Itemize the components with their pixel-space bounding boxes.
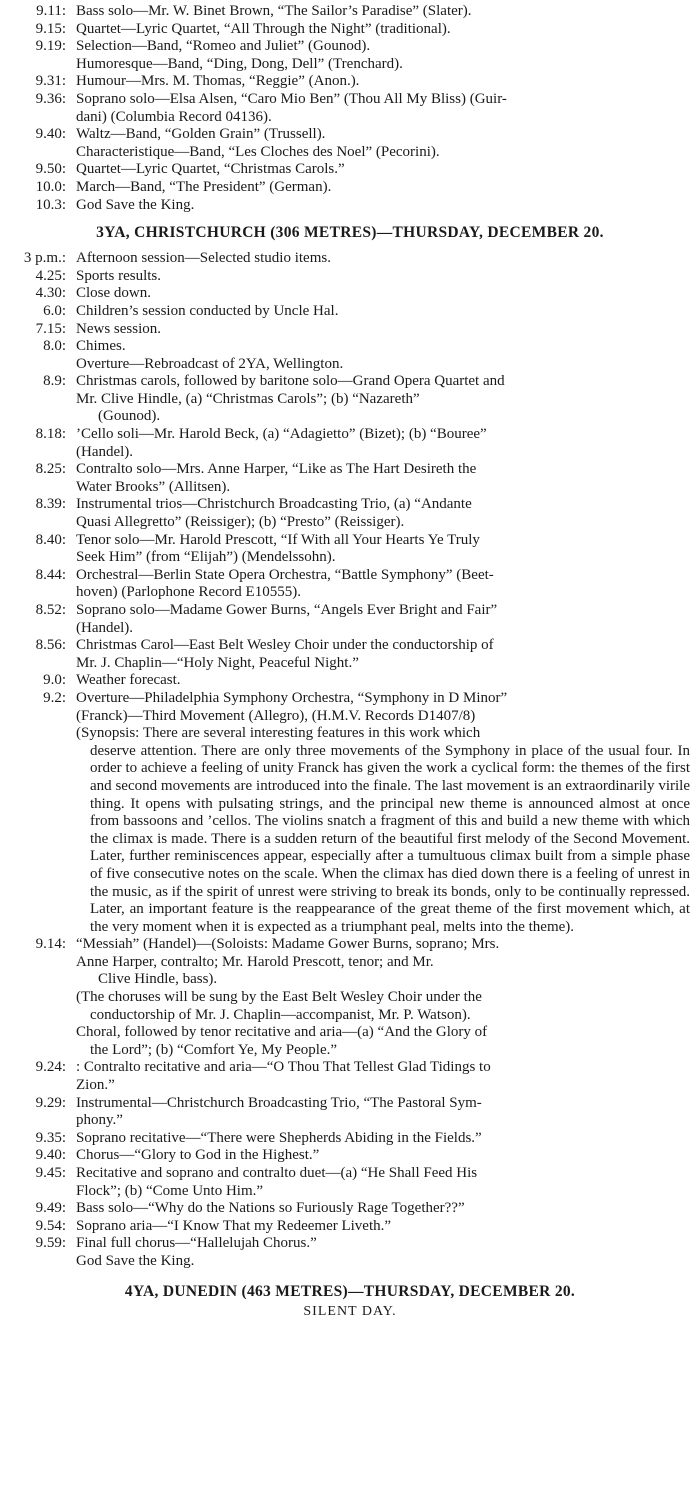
choruses-first-line: (The choruses will be sung by the East Belt Wesley Choir under the (76, 989, 482, 1006)
programme-entry (10, 356, 690, 374)
entry-text: Sports results. (76, 267, 162, 284)
entry-text: Christmas carols, followed by baritone solo—Grand Opera Quartet and (76, 373, 505, 390)
synopsis-paragraph (10, 725, 690, 936)
entry-text: Instrumental trios—Christchurch Broadcasting Trio, (a) “Andante (76, 496, 472, 513)
entry-time: 8.40: (35, 531, 66, 548)
entry-text: Chimes. (76, 338, 126, 355)
entry-continuation: Clive Hindle, bass). (98, 971, 218, 988)
entry-time: 9.40: (35, 126, 66, 143)
entry-continuation: dani) (Columbia Record 04136). (76, 108, 272, 125)
programme-entry (10, 303, 690, 321)
entry-time: 9.31: (35, 73, 66, 90)
entry-text: News session. (76, 320, 161, 337)
entry-text: Chorus—“Glory to God in the Highest.” (76, 1147, 320, 1164)
programme-entry (10, 285, 690, 303)
programme-entry (10, 250, 690, 268)
programme-entry (10, 21, 690, 39)
programme-entry (10, 426, 690, 444)
entry-text: Recitative and soprano and contralto duet—(a) “He Shall Feed His (76, 1165, 478, 1181)
entry-text: Overture—Rebroadcast of 2YA, Wellington. (76, 355, 344, 372)
entry-text: Humoresque—Band, “Ding, Dong, Dell” (Trenchard). (76, 55, 403, 72)
entry-text: Soprano solo—Madame Gower Burns, “Angels Ever Bright and Fair” (76, 602, 498, 618)
entry-text: Overture—Philadelphia Symphony Orchestra, “Symphony in D Minor” (76, 689, 508, 706)
entry-time: 9.0: (43, 672, 66, 689)
programme-entry (10, 1165, 690, 1183)
programme-entry (10, 338, 690, 356)
programme-entry (10, 637, 690, 655)
choral-first-line: Choral, followed by tenor recitative and aria—(a) “And the Glory of (76, 1024, 488, 1041)
entry-time: 3 p.m.: (23, 250, 66, 267)
entry-continuation: Mr. Clive Hindle, (a) “Christmas Carols”; (b) “Nazareth” (76, 390, 420, 407)
entry-time: 9.14: (35, 936, 66, 953)
entry-text: Soprano aria—“I Know That my Redeemer Liveth.” (76, 1217, 392, 1234)
entry-text: Afternoon session—Selected studio items. (76, 250, 331, 267)
programme-entry (10, 602, 690, 620)
entry-text: March—Band, “The President” (German). (76, 178, 332, 195)
entry-time: 8.18: (35, 426, 66, 443)
programme-entry (10, 3, 690, 21)
entry-continuation: (Handel). (76, 443, 134, 460)
heading-3ya-christchurch: 3YA, CHRISTCHURCH (306 METRES)—THURSDAY, DECEMBER 20. (96, 224, 604, 242)
entry-text: Soprano recitative—“There were Shepherds Abiding in the Fields.” (76, 1129, 482, 1146)
programme-entry (10, 91, 690, 109)
programme-entry (10, 1095, 690, 1113)
entry-continuation: Flock”; (b) “Come Unto Him.” (76, 1182, 264, 1199)
entry-text: Waltz—Band, “Golden Grain” (Trussell). (76, 126, 326, 143)
2ya-programme-tail (10, 3, 690, 214)
programme-entry (10, 268, 690, 286)
entry-time: 9.36: (35, 90, 66, 107)
programme-entry (10, 197, 690, 215)
entry-continuation: hoven) (Parlophone Record E10555). (76, 584, 301, 601)
entry-text: Christmas Carol—East Belt Wesley Choir under the conductorship of (76, 637, 494, 654)
programme-entry (10, 1147, 690, 1165)
entry-text: Bass solo—Mr. W. Binet Brown, “The Sailor’s Paradise” (Slater). (76, 3, 472, 19)
entry-time (10, 1253, 66, 1271)
programme-entry (10, 1200, 690, 1218)
synopsis-first-line: (Synopsis: There are several interesting features in this work which (76, 725, 481, 742)
entry-time: 10.0: (35, 178, 66, 195)
entry-time: 9.29: (35, 1094, 66, 1111)
entry-time: 8.52: (35, 602, 66, 618)
entry-time (10, 356, 66, 374)
choral-rest: the Lord”; (b) “Comfort Ye, My People.” (90, 1041, 338, 1058)
entry-text: Bass solo—“Why do the Nations so Furiously Rage Together??” (76, 1200, 465, 1217)
programme-entry (10, 690, 690, 708)
programme-entry (10, 56, 690, 74)
programme-entry (10, 1253, 690, 1271)
programme-entry (10, 373, 690, 391)
entry-continuation: (Franck)—Third Movement (Allegro), (H.M.V. Records D1407/8) (76, 707, 476, 724)
entry-text: Humour—Mrs. M. Thomas, “Reggie” (Anon.). (76, 73, 360, 90)
programme-entry (10, 1059, 690, 1077)
entry-continuation: (Gounod). (98, 408, 161, 425)
entry-time: 9.11: (36, 3, 66, 19)
entry-text: Quartet—Lyric Quartet, “Christmas Carols.” (76, 161, 345, 178)
choruses-rest: conductorship of Mr. J. Chaplin—accompanist, Mr. P. Watson). (90, 1006, 471, 1023)
entry-text: God Save the King. (76, 196, 195, 213)
programme-entry (10, 936, 690, 954)
programme-entry (10, 1130, 690, 1148)
entry-time: 8.39: (35, 496, 66, 513)
entry-continuation: Mr. J. Chaplin—“Holy Night, Peaceful Night.” (76, 654, 359, 671)
entry-time: 9.40: (35, 1147, 66, 1164)
entry-text: Selection—Band, “Romeo and Juliet” (Gounod). (76, 38, 371, 55)
entry-time: 8.25: (35, 461, 66, 478)
entry-text: Quartet—Lyric Quartet, “All Through the Night” (traditional). (76, 20, 451, 37)
programme-entry (10, 144, 690, 162)
entry-time: 9.24: (35, 1059, 66, 1076)
entry-continuation: (Handel). (76, 619, 134, 636)
heading-4ya-dunedin: 4YA, DUNEDIN (463 METRES)—THURSDAY, DECEMBER 20. (124, 1282, 576, 1300)
entry-text: Close down. (76, 285, 151, 302)
entry-time: 7.15: (35, 320, 66, 337)
entry-text: Characteristique—Band, “Les Cloches des Noel” (Pecorini). (76, 143, 440, 160)
entry-text: Orchestral—Berlin State Opera Orchestra, “Battle Symphony” (Beet- (76, 566, 494, 583)
entry-time: 9.35: (35, 1129, 66, 1146)
entry-time: 9.49: (35, 1200, 66, 1217)
entry-text: Soprano solo—Elsa Alsen, “Caro Mio Ben” (Thou All My Bliss) (Guir- (76, 90, 507, 107)
entry-continuation: Quasi Allegretto” (Reissiger); (b) “Presto” (Reissiger). (76, 514, 405, 531)
entry-continuation: Zion.” (76, 1077, 115, 1094)
choruses-note (10, 989, 690, 1024)
silent-day-label: SILENT DAY. (303, 1303, 397, 1319)
entry-time: 6.0: (43, 302, 66, 319)
programme-entry (10, 1235, 690, 1253)
programme-entry (10, 1218, 690, 1236)
entry-text: Children’s session conducted by Uncle Hal. (76, 302, 339, 319)
programme-entry (10, 38, 690, 56)
entry-time: 9.15: (35, 20, 66, 37)
programme-entry (10, 126, 690, 144)
programme-entry (10, 496, 690, 514)
programme-entry (10, 672, 690, 690)
programme-entry (10, 73, 690, 91)
entry-text: Final full chorus—“Hallelujah Chorus.” (76, 1235, 317, 1252)
entry-time (10, 144, 66, 162)
entry-continuation: phony.” (76, 1112, 123, 1129)
programme-entry (10, 161, 690, 179)
entry-continuation: Anne Harper, contralto; Mr. Harold Prescott, tenor; and Mr. (76, 953, 434, 970)
programme-entry (10, 532, 690, 550)
entry-time: 4.25: (35, 267, 66, 284)
entry-text: : Contralto recitative and aria—“O Thou That Tellest Glad Tidings to (76, 1059, 491, 1076)
entry-time: 9.19: (35, 38, 66, 55)
entry-text: “Messiah” (Handel)—(Soloists: Madame Gower Burns, soprano; Mrs. (76, 936, 500, 953)
entry-time: 9.54: (35, 1217, 66, 1234)
entry-time: 9.45: (35, 1165, 66, 1181)
entry-time: 8.9: (43, 373, 66, 390)
entry-time: 10.3: (35, 196, 66, 213)
entry-continuation: Seek Him” (from “Elijah”) (Mendelssohn). (76, 549, 336, 566)
entry-time: 9.2: (43, 689, 66, 706)
entry-text: ’Cello soli—Mr. Harold Beck, (a) “Adagietto” (Bizet); (b) “Bouree” (76, 426, 487, 443)
entry-time: 8.44: (35, 566, 66, 583)
programme-entry (10, 179, 690, 197)
entry-time: 9.50: (35, 161, 66, 178)
entry-time: 9.59: (35, 1235, 66, 1252)
programme-entry (10, 321, 690, 339)
entry-continuation: Water Brooks” (Allitsen). (76, 478, 231, 495)
synopsis-body: deserve attention. There are only three movements of the Symphony in place of the usual four. In order to achieve a feeling of unity Franck has given the work a cyclical form: the themes of the first and second movements are introduced into the finale. The last movement is an extraordinarily virile thing. It opens with pulsating strings, and the principal new theme is announced almost at once from bassoons and ’cellos. The violins snatch a fragment of this and build a new theme with which the climax is made. There is a sudden return of the beautiful first melody of the Second Movement. Later, further reminiscences appear, especially after a tumultuous climax built from a simple phase of five consecutive notes on the scale. When the climax has died down there is a feeling of unrest in the music, as if the spirit of unrest were striving to break its bonds, only to be continually repressed. Later, an important feature is the reappearance of the great theme of the first movement which, at the very moment when it is expected as a triumphant peal, melts into the theme). (90, 742, 690, 935)
entry-time (10, 56, 66, 74)
entry-time: 8.56: (35, 637, 66, 654)
3ya-programme-part2 (10, 1059, 690, 1270)
entry-text: Contralto solo—Mrs. Anne Harper, “Like as The Hart Desireth the (76, 461, 477, 478)
3ya-messiah (10, 936, 690, 989)
entry-text: Tenor solo—Mr. Harold Prescott, “If With all Your Hearts Ye Truly (76, 531, 480, 548)
choral-note (10, 1024, 690, 1059)
3ya-programme-part1 (10, 250, 690, 725)
entry-text: Instrumental—Christchurch Broadcasting Trio, “The Pastoral Sym- (76, 1094, 482, 1111)
entry-text: Weather forecast. (76, 672, 181, 689)
programme-entry (10, 461, 690, 479)
entry-time: 4.30: (35, 285, 66, 302)
entry-time: 8.0: (43, 338, 66, 355)
programme-entry (10, 567, 690, 585)
entry-text: God Save the King. (76, 1252, 195, 1269)
